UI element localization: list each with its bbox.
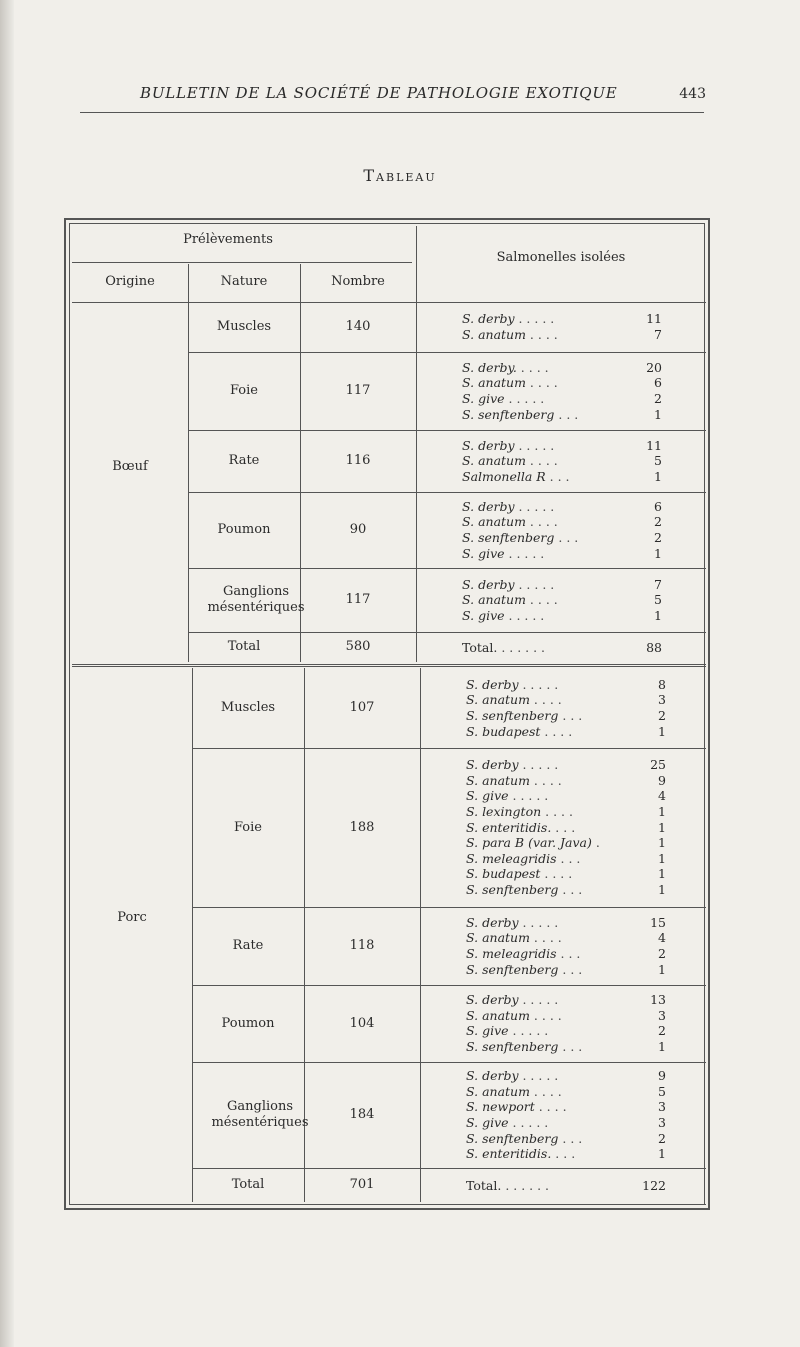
isolate-name: S. derby [462,311,515,327]
isolate-name: S. senftenberg [466,882,559,898]
isolate-count: 11 [646,311,662,327]
isolate-count: 1 [658,882,666,898]
isolates-cell [466,915,666,977]
nature-cell: Ganglions mésentériques [207,584,305,615]
isolate-name: S. newport [466,1099,535,1115]
isolate-row [466,692,666,708]
total-label: Total [231,1177,265,1192]
isolate-row [466,946,666,962]
col-salmonelles: Salmonelles isolées [496,250,626,265]
nature-cell: Rate [228,453,260,468]
isolates-cell [466,757,666,897]
isolate-row [462,360,662,376]
isolate-name: S. give [466,1023,509,1039]
isolate-count: 3 [658,1007,666,1023]
total-row [466,1178,666,1194]
isolate-count: 11 [646,437,662,453]
salm-col-rule [416,302,417,662]
total-count: 122 [642,1178,666,1193]
total-nombre: 701 [349,1177,375,1192]
leader-dots: . . . [545,468,570,484]
isolate-count: 3 [658,1114,666,1130]
nombre-cell: 107 [349,700,375,715]
isolate-row [466,1068,666,1084]
nombre-cell: 104 [349,1015,375,1031]
leader-dots: . . . . . [514,437,555,453]
isolate-name: S. enteritidis. [466,819,552,835]
isolate-count: 5 [658,1083,666,1099]
isolate-name: Salmonella R [462,468,546,484]
leader-dots: . . . . [525,592,558,608]
leader-dots: . . . [551,819,576,835]
isolate-row [466,788,666,804]
leader-dots: . . . . [525,514,558,530]
isolate-row [466,1084,666,1100]
total-row [462,640,662,656]
isolate-count: 1 [654,406,662,422]
nature-cell: Poumon [217,522,271,537]
isolate-count: 5 [654,592,662,608]
isolate-count: 2 [658,707,666,723]
isolate-name: S. derby [466,757,519,773]
isolate-count: 2 [658,1130,666,1146]
leader-dots: . . . . . . [497,640,546,655]
isolate-name: S. anatum [462,453,526,469]
leader-dots: . . . . . [514,576,555,592]
header-rule [72,262,412,263]
leader-dots: . . . . [529,772,562,788]
isolate-row [466,677,666,693]
nombre-cell: 184 [349,1107,375,1122]
leader-dots: . . . . [529,1083,562,1099]
isolate-row [466,930,666,946]
leader-dots: . . . . . [518,676,559,692]
row-rule [188,352,706,353]
isolate-count: 6 [654,498,662,514]
isolate-count: 3 [658,692,666,708]
isolate-count: 1 [658,866,666,882]
leader-dots: . . . . . [504,607,545,623]
isolate-row [462,577,662,593]
isolate-row [466,992,666,1008]
page-number: 443 [679,86,706,102]
row-rule [188,568,706,569]
leader-dots: . . . . . [508,1023,549,1039]
leader-dots: . . . [558,961,583,977]
results-table [64,218,710,1210]
isolate-name: S. meleagridis [466,850,557,866]
leader-dots: . . . . [525,453,558,469]
table-title: Tableau [363,166,437,185]
isolate-row [462,469,662,485]
isolate-name: S. derby [466,992,519,1008]
isolate-count: 8 [658,676,666,692]
isolate-name: S. budapest [466,866,541,882]
nature-cell: Rate [232,938,264,953]
leader-dots: . . . . . [518,757,559,773]
isolates-cell [462,311,662,342]
total-salmonelles [466,1178,666,1194]
nature-cell: Foie [234,819,262,835]
isolate-row [466,1115,666,1131]
nombre-cell: 117 [345,383,371,398]
isolate-name: S. senftenberg [466,961,559,977]
isolate-row [466,1099,666,1115]
nature-cell: Muscles [220,700,276,715]
total-text: Total. [462,640,498,655]
group-rule [72,1204,706,1205]
isolate-name: S. anatum [462,592,526,608]
origine-label: Bœuf [112,459,148,474]
leader-dots: . [591,835,600,851]
isolate-name: S. senftenberg [466,1039,559,1055]
isolate-row [466,724,666,740]
isolate-row [466,1039,666,1055]
isolate-name: S. derby [466,1068,519,1084]
isolate-count: 5 [654,453,662,469]
page-edge-shadow [0,0,14,1347]
isolate-count: 6 [654,375,662,391]
group-rule [72,664,706,665]
isolate-row [466,1008,666,1024]
isolate-name: S. senftenberg [462,529,555,545]
leader-dots: . . . . . [504,390,545,406]
leader-dots: . . . . [525,375,558,391]
isolate-name: S. senftenberg [462,406,555,422]
isolate-row [466,1023,666,1039]
total-label: Total [227,639,261,654]
row-rule [188,430,706,431]
isolate-count: 2 [658,945,666,961]
isolate-row [462,375,662,391]
leader-dots: . . . . [525,326,558,342]
isolate-count: 1 [658,961,666,977]
nombre-cell: 90 [349,522,367,537]
isolate-name: S. senftenberg [466,1130,559,1146]
isolate-name: S. lexington [466,804,542,820]
isolate-name: S. give [466,788,509,804]
isolates-cell [462,360,662,422]
isolate-name: S. give [462,607,505,623]
isolate-count: 7 [654,576,662,592]
leader-dots: . . . . [541,804,573,820]
row-rule [192,985,706,986]
isolate-count: 9 [658,772,666,788]
journal-title: BULLETIN DE LA SOCIÉTÉ DE PATHOLOGIE EXOTIQUE [140,84,618,102]
nombre-cell: 118 [349,938,375,953]
isolate-count: 1 [658,850,666,866]
col-origine: Origine [105,274,155,289]
leader-dots: . . . [556,850,581,866]
isolate-name: S. derby [466,676,519,692]
isolate-count: 1 [658,723,666,739]
isolates-cell [466,992,666,1054]
group-separator [72,666,706,667]
origine-label: Porc [117,910,147,925]
leader-dots: . . . . . [518,992,559,1008]
isolate-name: S. give [462,545,505,561]
isolate-name: S. budapest [466,723,541,739]
isolate-name: S. derby. [462,359,517,375]
total-nombre: 580 [345,639,371,654]
isolates-cell [462,577,662,624]
isolate-row [462,453,662,469]
isolate-row [462,592,662,608]
leader-dots: . . . . . [508,1114,549,1130]
isolate-row [462,438,662,454]
isolate-row [466,882,666,898]
leader-dots: . . . [554,406,579,422]
isolate-row [462,311,662,327]
isolate-name: S. anatum [462,375,526,391]
isolate-row [462,514,662,530]
isolate-row [466,773,666,789]
isolate-row [462,608,662,624]
isolate-count: 1 [658,1039,666,1055]
leader-dots: . . . . . [518,1068,559,1084]
leader-dots: . . . . [516,359,549,375]
isolate-row [466,851,666,867]
nature-cell: Foie [230,383,258,398]
isolates-cell [466,1068,666,1162]
isolate-row [466,1146,666,1162]
row-rule [192,907,706,908]
isolate-name: S. anatum [466,1007,530,1023]
isolate-row [462,499,662,515]
isolate-name: S. anatum [466,1083,530,1099]
leader-dots: . . . . . [518,914,559,930]
isolate-row [466,835,666,851]
col-prelevements: Prélèvements [183,232,273,247]
row-rule [188,632,706,633]
leader-dots: . . . [551,1146,576,1162]
leader-dots: . . . [556,945,581,961]
isolate-count: 3 [658,1099,666,1115]
row-rule [192,1168,706,1169]
nombre-cell: 116 [345,453,371,468]
nombre-cell: 188 [349,819,375,835]
isolate-row [466,820,666,836]
isolate-row [462,327,662,343]
isolate-name: S. enteritidis. [466,1146,552,1162]
leader-dots: . . . [558,882,583,898]
nature-cell: Poumon [221,1015,275,1031]
isolate-name: S. anatum [462,514,526,530]
isolate-count: 2 [658,1023,666,1039]
isolate-row [466,866,666,882]
isolate-row [462,391,662,407]
leader-dots: . . . . [529,692,562,708]
col-nature: Nature [220,274,268,289]
row-rule [192,1062,706,1063]
isolate-name: S. anatum [462,326,526,342]
leader-dots: . . . . [540,866,573,882]
leader-dots: . . . . [540,723,573,739]
leader-dots: . . . . [529,930,562,946]
row-rule [192,748,706,749]
leader-dots: . . . [554,529,579,545]
isolate-count: 13 [650,992,666,1008]
leader-dots: . . . . . [514,498,555,514]
isolate-name: S. derby [462,437,515,453]
isolate-name: S. give [462,390,505,406]
isolate-count: 1 [654,545,662,561]
isolate-row [466,962,666,978]
isolate-row [466,915,666,931]
isolate-name: S. derby [462,498,515,514]
isolate-row [466,804,666,820]
isolate-count: 1 [658,1146,666,1162]
isolate-name: S. derby [462,576,515,592]
isolate-name: S. give [466,1114,509,1130]
isolate-row [462,546,662,562]
isolate-count: 4 [658,930,666,946]
leader-dots: . . . [558,1130,583,1146]
isolate-count: 2 [654,390,662,406]
leader-dots: . . . . . [504,545,545,561]
nombre-cell: 117 [345,592,371,607]
col-nombre: Nombre [331,274,385,289]
isolates-cell [466,677,666,739]
isolate-count: 1 [654,607,662,623]
header-rule [80,112,704,113]
leader-dots: . . . [558,707,583,723]
leader-dots: . . . . . [508,788,549,804]
isolate-count: 1 [658,804,666,820]
isolates-cell [462,499,662,561]
isolate-name: S. derby [466,914,519,930]
leader-dots: . . . . [534,1099,567,1115]
leader-dots: . . . [558,1039,583,1055]
isolate-count: 15 [650,914,666,930]
isolate-count: 9 [658,1068,666,1084]
nature-cell: Ganglions mésentériques [211,1099,309,1130]
isolate-name: S. anatum [466,930,530,946]
isolate-row [466,757,666,773]
nombre-cell: 140 [345,319,371,334]
isolate-count: 2 [654,529,662,545]
isolate-count: 1 [658,835,666,851]
nature-cell: Muscles [216,319,272,334]
leader-dots: . . . . [529,1007,562,1023]
isolate-name: S. anatum [466,692,530,708]
isolate-row [462,530,662,546]
total-salmonelles [462,640,662,656]
isolate-count: 7 [654,326,662,342]
isolates-cell [462,438,662,485]
isolate-name: S. para B (var. Java) [466,835,592,851]
isolate-row [462,407,662,423]
row-rule [188,492,706,493]
isolate-count: 25 [650,757,666,773]
header-bottom-rule [72,302,706,303]
isolate-count: 1 [658,819,666,835]
total-count: 88 [646,640,662,655]
leader-dots: . . . . . [514,311,555,327]
isolate-count: 2 [654,514,662,530]
isolate-count: 20 [646,359,662,375]
isolate-row [466,1131,666,1147]
leader-dots: . . . . . . [501,1178,550,1193]
isolate-count: 4 [658,788,666,804]
isolate-name: S. senftenberg [466,707,559,723]
isolate-row [466,708,666,724]
isolate-name: S. meleagridis [466,945,557,961]
isolate-name: S. anatum [466,772,530,788]
running-header [80,84,720,106]
total-text: Total. [466,1178,502,1193]
isolate-count: 1 [654,468,662,484]
